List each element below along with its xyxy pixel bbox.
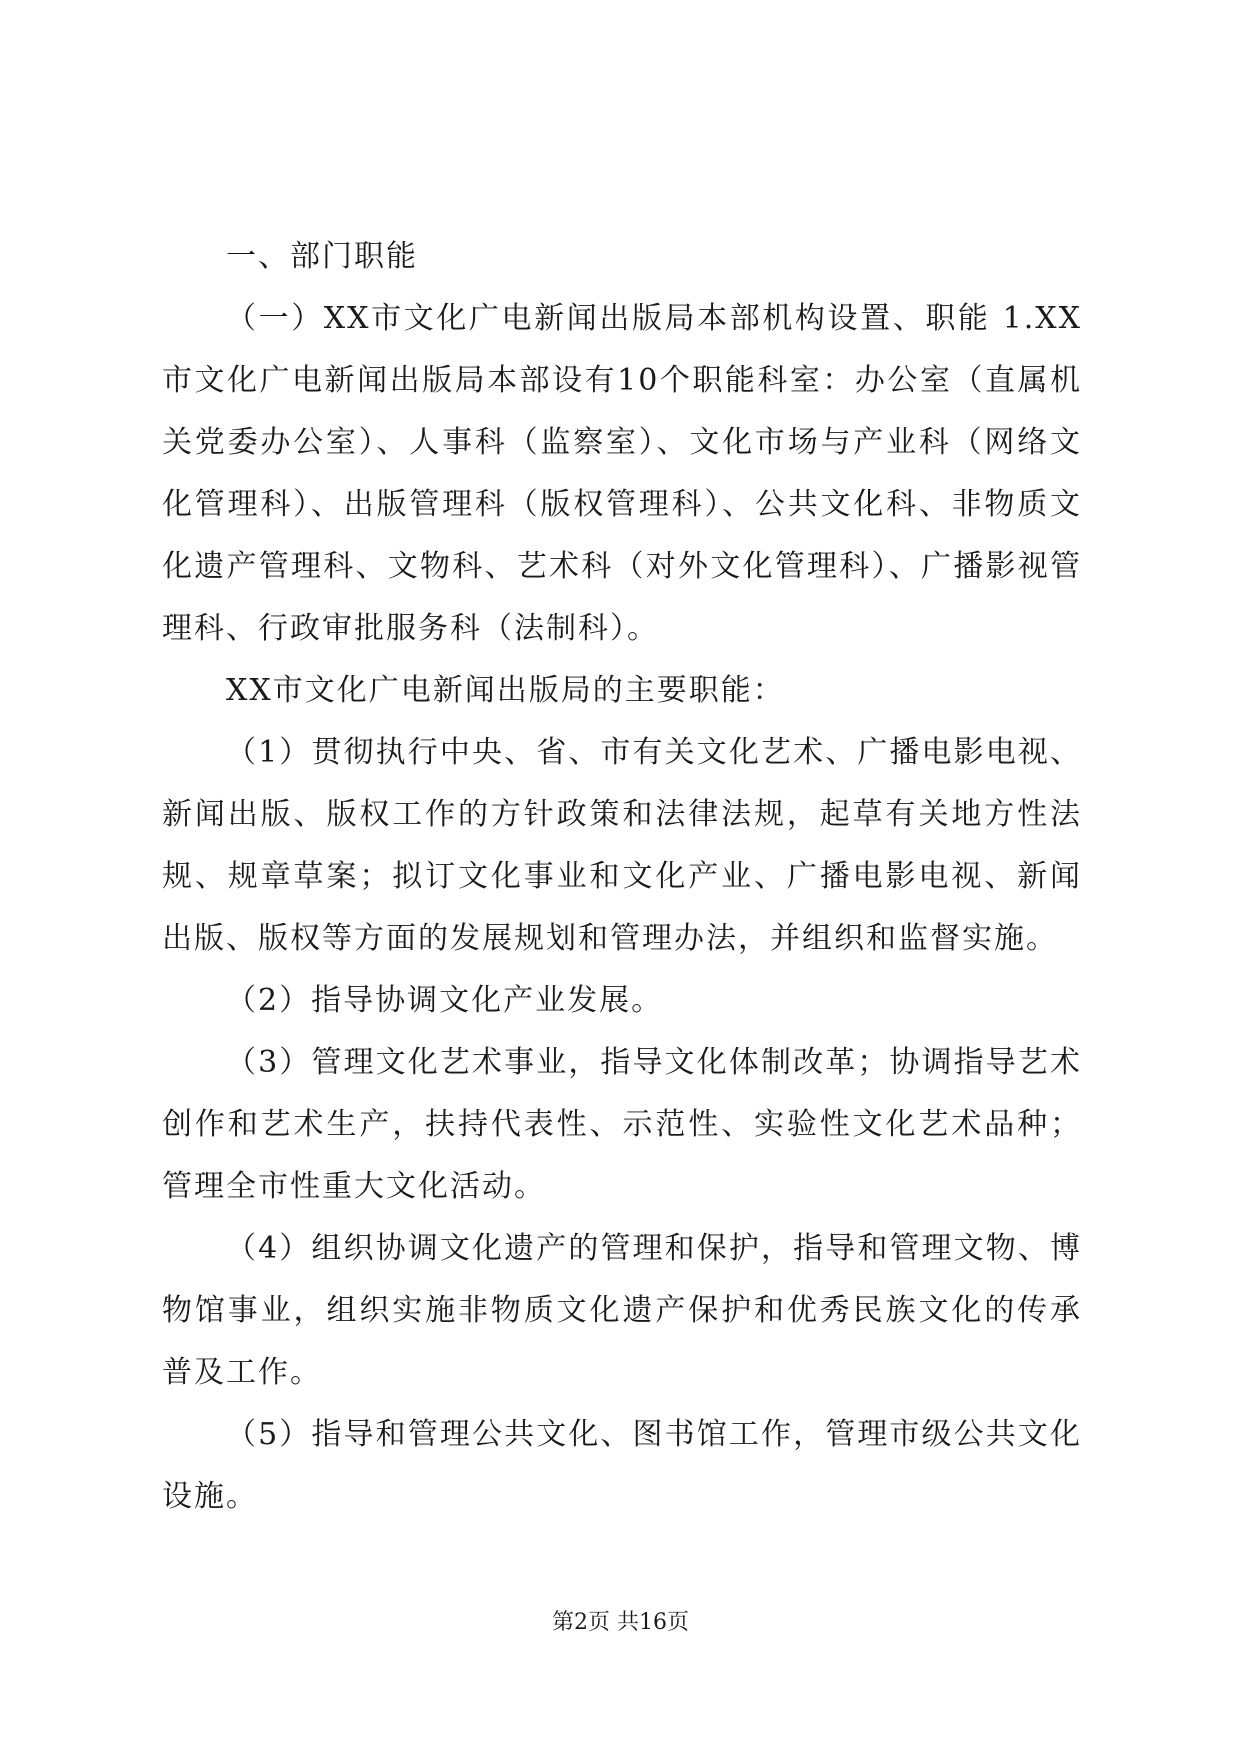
section-heading: 一、部门职能 bbox=[226, 239, 418, 274]
paragraph-function-5: （5）指导和管理公共文化、图书馆工作，管理市级公共文化设施。 bbox=[162, 1417, 1082, 1514]
document-body bbox=[162, 226, 1082, 1528]
paragraph-main-functions-intro: XX市文化广电新闻出版局的主要职能： bbox=[226, 673, 785, 708]
paragraph-function-1: （1）贯彻执行中央、省、市有关文化艺术、广播电影电视、新闻出版、版权工作的方针政策和法律法规，起草有关地方性法规、规章草案；拟订文化事业和文化产业、广播电影电视、新闻出版、版权等方面的发展规划和管理办法，并组织和监督实施。 bbox=[162, 735, 1082, 956]
paragraph-org-structure: （一）XX市文化广电新闻出版局本部机构设置、职能 1.XX市文化广电新闻出版局本部设有10个职能科室：办公室（直属机关党委办公室）、人事科（监察室）、文化市场与产业科（网络文化管理科）、出版管理科（版权管理科）、公共文化科、非物质文化遗产管理科、文物科、艺术科（对外文化管理科）、广播影视管理科、行政审批服务科（法制科）。 bbox=[162, 301, 1082, 646]
paragraph-function-2: （2）指导协调文化产业发展。 bbox=[226, 983, 664, 1018]
page-number-footer: 第2页 共16页 bbox=[552, 1610, 689, 1635]
paragraph-function-4: （4）组织协调文化遗产的管理和保护，指导和管理文物、博物馆事业，组织实施非物质文化遗产保护和优秀民族文化的传承普及工作。 bbox=[162, 1231, 1082, 1390]
paragraph-function-3: （3）管理文化艺术事业，指导文化体制改革；协调指导艺术创作和艺术生产，扶持代表性、示范性、实验性文化艺术品种；管理全市性重大文化活动。 bbox=[162, 1045, 1082, 1204]
